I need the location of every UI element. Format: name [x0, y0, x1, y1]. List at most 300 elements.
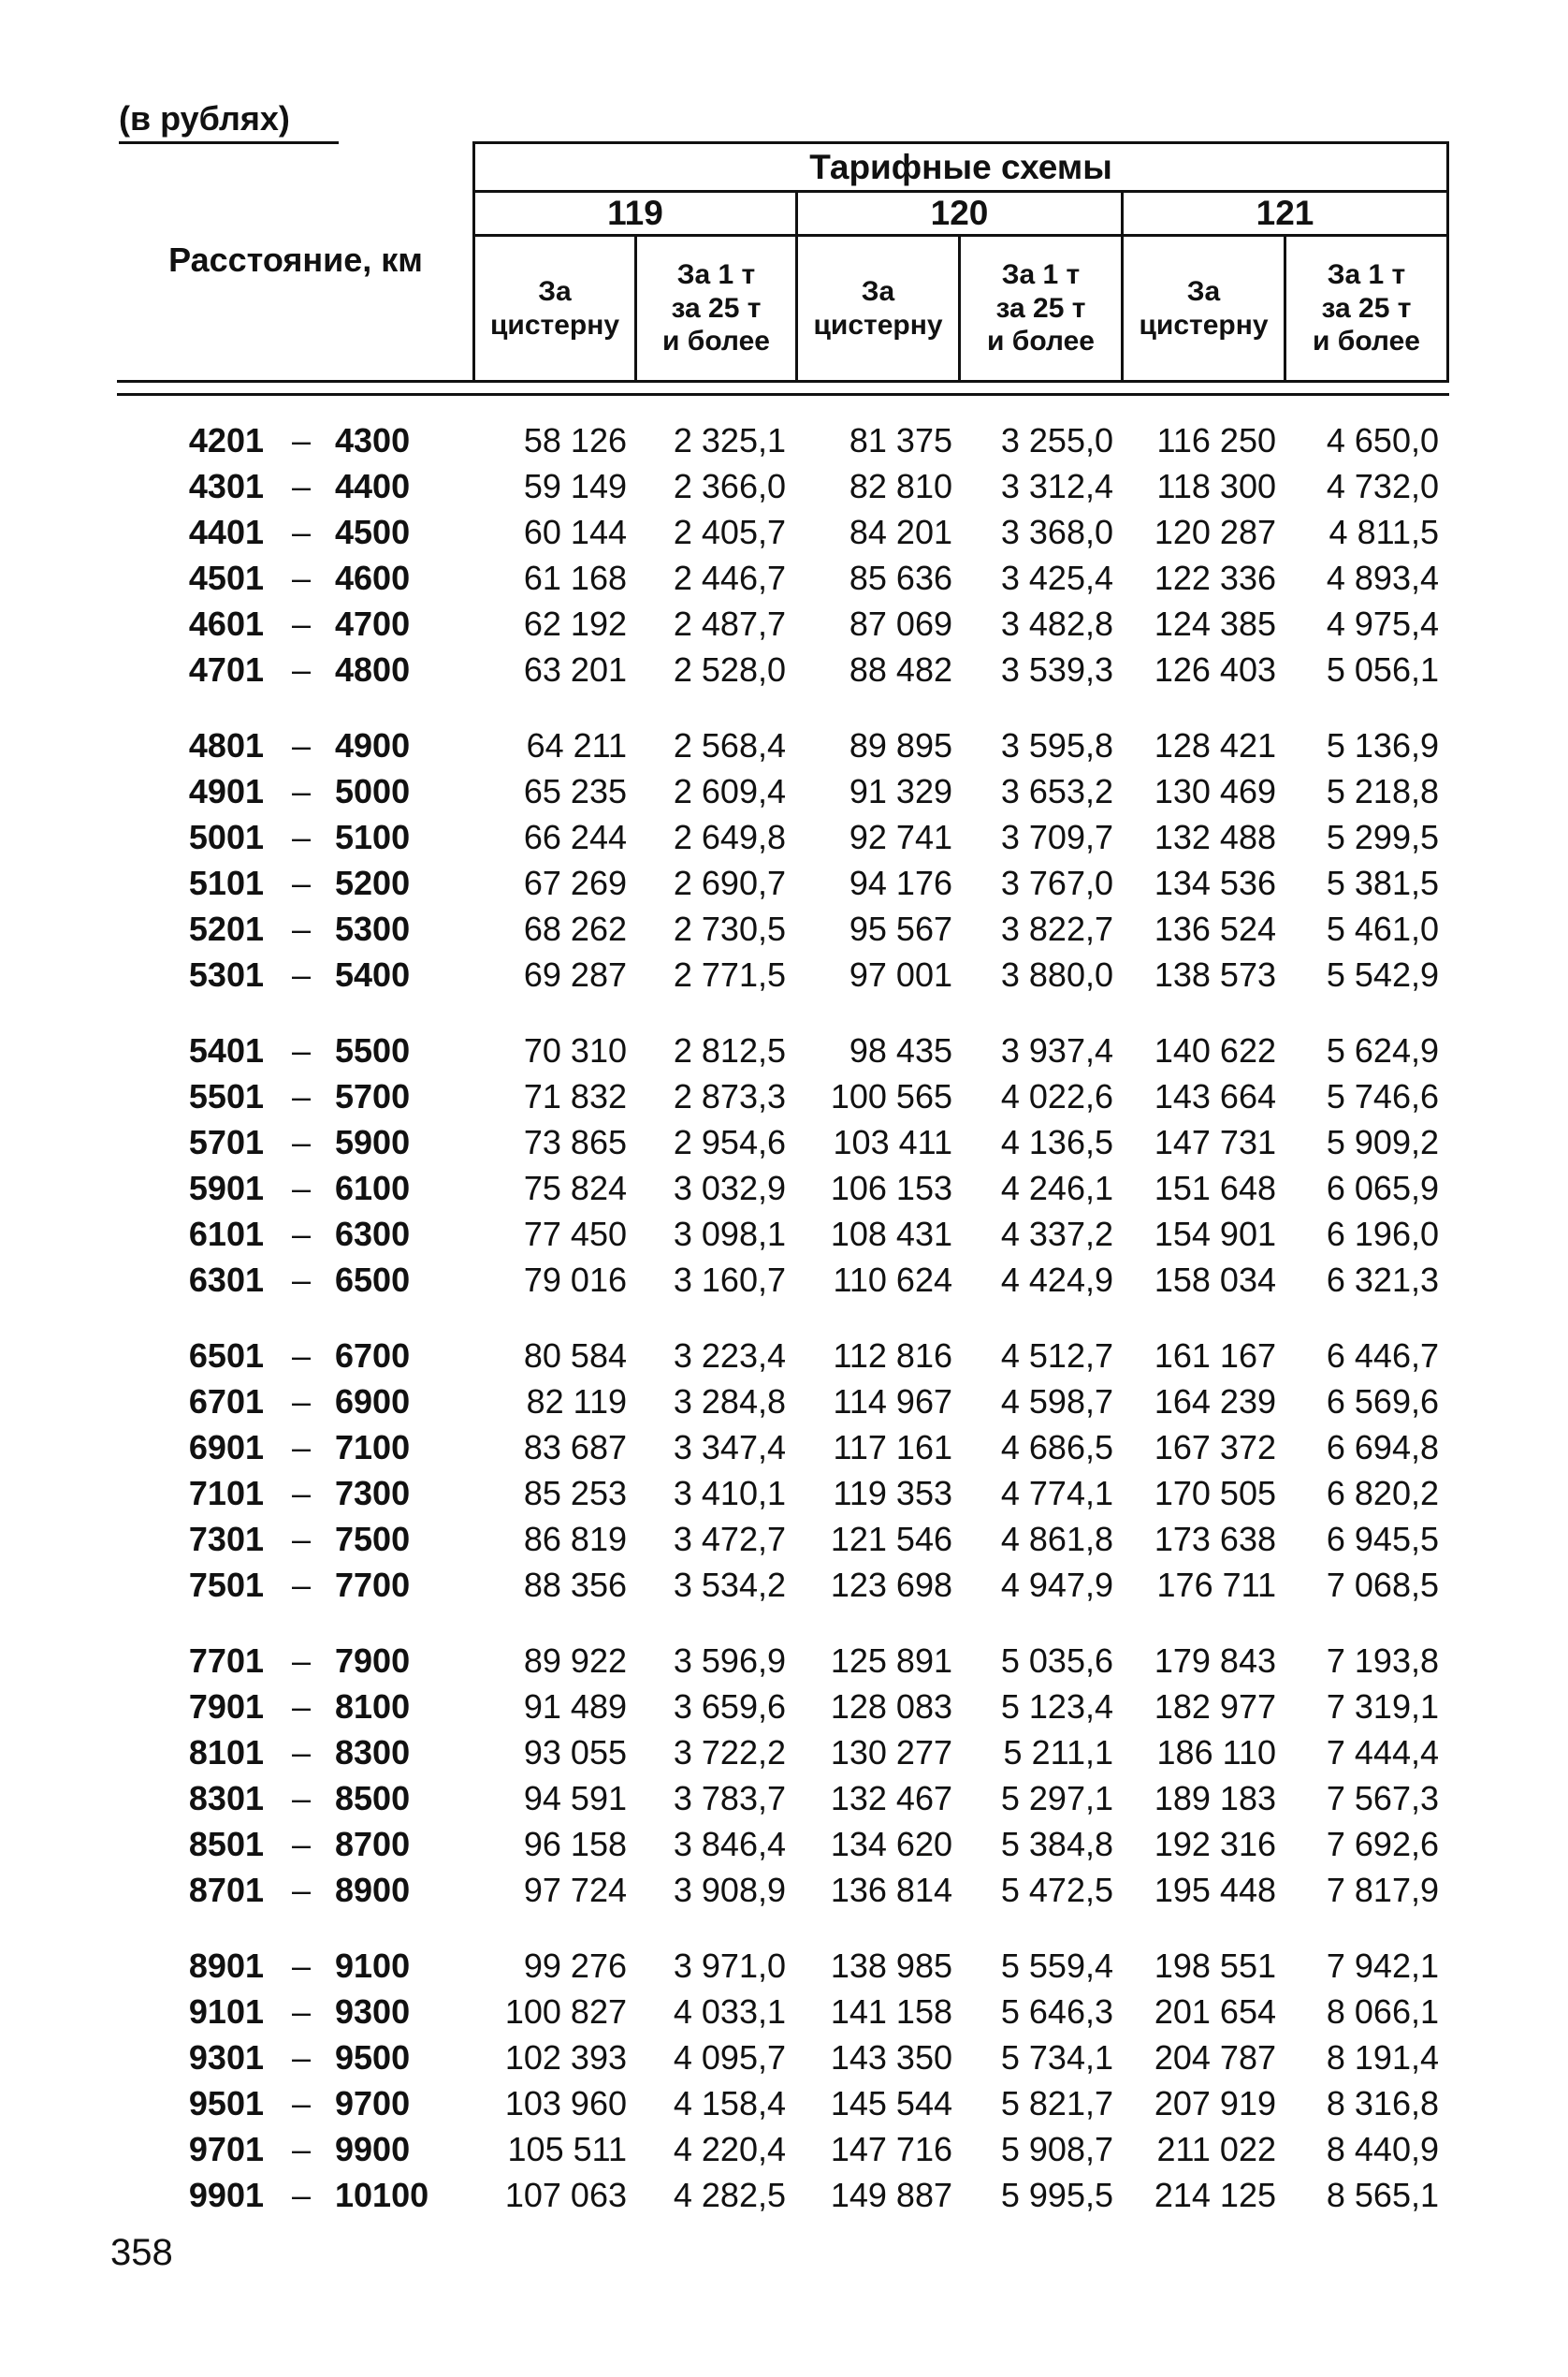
per-ton-line3: и более	[1313, 326, 1420, 357]
data-top-rule	[117, 393, 1449, 396]
distance-from: 5001	[188, 818, 264, 856]
scheme-120-per-ton: 4 774,1	[1000, 1474, 1113, 1512]
scheme-120-per-ton: 3 368,0	[1000, 513, 1113, 551]
scheme-119-per-ton: 2 812,5	[673, 1031, 786, 1070]
table-row	[0, 722, 1568, 768]
distance-from: 9501	[188, 2084, 264, 2122]
scheme-119-per-tank: 59 149	[523, 467, 627, 505]
scheme-121-per-ton: 8 440,9	[1326, 2130, 1439, 2168]
scheme-120-per-tank: 85 636	[849, 559, 952, 597]
distance-to: 5700	[335, 1077, 411, 1116]
scheme-120-per-tank: 100 565	[830, 1077, 952, 1116]
scheme-120-per-tank: 81 375	[849, 421, 952, 459]
scheme-119-per-ton: 2 771,5	[673, 955, 786, 994]
scheme-120-per-ton: 5 646,3	[1000, 1992, 1113, 2031]
scheme-120-per-ton: 5 995,5	[1000, 2176, 1113, 2214]
per-tank-line1: За	[538, 276, 572, 308]
scheme-121-per-tank: 120 287	[1154, 513, 1276, 551]
scheme-119-per-tank: 99 276	[523, 1947, 627, 1985]
per-tank-header	[475, 237, 634, 380]
scheme-120-per-ton: 4 246,1	[1000, 1169, 1113, 1207]
scheme-119-per-tank: 73 865	[523, 1123, 627, 1161]
tariff-schemes-title: Тарифные схемы	[809, 147, 1112, 186]
scheme-121-per-tank: 204 787	[1154, 2038, 1276, 2077]
scheme-121-per-tank: 134 536	[1154, 864, 1276, 902]
scheme-119-per-tank: 100 827	[504, 1992, 627, 2031]
scheme-120-per-ton: 3 255,0	[1000, 421, 1113, 459]
scheme-121-per-ton: 8 066,1	[1326, 1992, 1439, 2031]
distance-from: 4801	[188, 726, 264, 765]
distance-from: 8101	[188, 1733, 264, 1772]
distance-to: 4600	[335, 559, 411, 597]
scheme-121-per-ton: 6 694,8	[1326, 1428, 1439, 1466]
distance-dash: –	[291, 818, 312, 856]
distance-to: 7500	[335, 1520, 411, 1558]
scheme-119-per-ton: 2 690,7	[673, 864, 786, 902]
scheme-120-per-tank: 117 161	[833, 1428, 952, 1466]
distance-from: 5401	[188, 1031, 264, 1070]
distance-from: 9301	[188, 2038, 264, 2077]
distance-dash: –	[291, 1031, 312, 1070]
scheme-121-per-tank: 170 505	[1154, 1474, 1276, 1512]
row-group	[0, 1943, 1568, 2218]
distance-to: 8900	[335, 1871, 411, 1909]
distance-from: 4301	[188, 467, 264, 505]
scheme-119-per-tank: 103 960	[504, 2084, 627, 2122]
distance-from: 9901	[188, 2176, 264, 2214]
distance-to: 7900	[335, 1641, 411, 1680]
scheme-119-per-tank: 83 687	[523, 1428, 627, 1466]
scheme-119-per-ton: 2 873,3	[673, 1077, 786, 1116]
scheme-120-per-tank: 94 176	[849, 864, 952, 902]
table-row	[0, 647, 1568, 693]
scheme-121-per-ton: 4 811,5	[1328, 513, 1439, 551]
scheme-119-per-ton: 2 609,4	[673, 772, 786, 810]
distance-from: 4401	[188, 513, 264, 551]
distance-to: 7100	[335, 1428, 411, 1466]
scheme-120-per-ton: 3 937,4	[1000, 1031, 1113, 1070]
scheme-121-per-ton: 7 567,3	[1326, 1779, 1439, 1817]
scheme-119-per-tank: 96 158	[523, 1825, 627, 1863]
distance-dash: –	[291, 1825, 312, 1863]
scheme-121-per-tank: 130 469	[1154, 772, 1276, 810]
distance-dash: –	[291, 1382, 312, 1421]
distance-dash: –	[291, 605, 312, 643]
scheme-119-per-ton: 4 095,7	[673, 2038, 786, 2077]
scheme-119-per-ton: 3 534,2	[673, 1566, 786, 1604]
per-ton-line3: и более	[987, 326, 1095, 357]
scheme-119-per-ton: 3 596,9	[673, 1641, 786, 1680]
scheme-121-per-tank: 182 977	[1154, 1687, 1276, 1726]
scheme-121-per-ton: 7 692,6	[1326, 1825, 1439, 1863]
scheme-119-per-tank: 61 168	[523, 559, 627, 597]
table-row	[0, 1867, 1568, 1913]
scheme-121-per-ton: 5 218,8	[1326, 772, 1439, 810]
distance-dash: –	[291, 2176, 312, 2214]
scheme-119-per-ton: 3 846,4	[673, 1825, 786, 1863]
scheme-121-per-ton: 7 319,1	[1326, 1687, 1439, 1726]
table-body	[0, 417, 1568, 2248]
scheme-120-per-tank: 110 624	[833, 1261, 952, 1299]
scheme-119-per-ton: 3 971,0	[673, 1947, 786, 1985]
scheme-119-per-ton: 3 284,8	[673, 1382, 786, 1421]
scheme-119-per-tank: 79 016	[523, 1261, 627, 1299]
table-row	[0, 601, 1568, 647]
distance-to: 7700	[335, 1566, 411, 1604]
scheme-121-per-tank: 167 372	[1154, 1428, 1276, 1466]
distance-from: 7501	[188, 1566, 264, 1604]
per-tank-header	[1124, 237, 1284, 380]
scheme-119-per-ton: 2 446,7	[673, 559, 786, 597]
distance-column-header: Расстояние, км	[168, 241, 423, 280]
distance-dash: –	[291, 1261, 312, 1299]
scheme-121-per-ton: 5 909,2	[1326, 1123, 1439, 1161]
scheme-121-per-ton: 5 542,9	[1326, 955, 1439, 994]
scheme-121-per-ton: 7 193,8	[1326, 1641, 1439, 1680]
table-row	[0, 1989, 1568, 2034]
row-group	[0, 1638, 1568, 1913]
scheme-119-per-tank: 97 724	[523, 1871, 627, 1909]
distance-dash: –	[291, 1566, 312, 1604]
distance-from: 5901	[188, 1169, 264, 1207]
scheme-120-per-ton: 4 424,9	[1000, 1261, 1113, 1299]
scheme-119-per-tank: 89 922	[523, 1641, 627, 1680]
scheme-120-per-tank: 108 431	[830, 1215, 952, 1253]
scheme-119-per-tank: 75 824	[523, 1169, 627, 1207]
scheme-120-per-tank: 134 620	[830, 1825, 952, 1863]
distance-to: 5200	[335, 864, 411, 902]
scheme-119-per-tank: 69 287	[523, 955, 627, 994]
scheme-120-per-tank: 89 895	[849, 726, 952, 765]
per-tank-line2: цистерну	[489, 309, 620, 341]
scheme-119: 119	[607, 194, 663, 233]
scheme-120-per-tank: 128 083	[830, 1687, 952, 1726]
scheme-121-per-tank: 161 167	[1154, 1336, 1276, 1375]
table-row	[0, 417, 1568, 463]
scheme-120-per-tank: 132 467	[830, 1779, 952, 1817]
table-row	[0, 1684, 1568, 1729]
distance-dash: –	[291, 864, 312, 902]
scheme-121-per-tank: 122 336	[1154, 559, 1276, 597]
scheme-120-per-tank: 125 891	[830, 1641, 952, 1680]
scheme-119-per-ton: 2 649,8	[673, 818, 786, 856]
scheme-120-per-ton: 5 908,7	[1000, 2130, 1113, 2168]
scheme-121-per-tank: 140 622	[1154, 1031, 1276, 1070]
scheme-119-per-tank: 70 310	[523, 1031, 627, 1070]
scheme-119-per-tank: 71 832	[523, 1077, 627, 1116]
scheme-121-per-ton: 7 817,9	[1326, 1871, 1439, 1909]
scheme-121-per-tank: 164 239	[1154, 1382, 1276, 1421]
distance-from: 4601	[188, 605, 264, 643]
scheme-120-per-tank: 97 001	[849, 955, 952, 994]
scheme-121-per-ton: 5 299,5	[1326, 818, 1439, 856]
scheme-121-per-tank: 128 421	[1154, 726, 1276, 765]
scheme-121-per-tank: 147 731	[1154, 1123, 1276, 1161]
scheme-119-per-ton: 3 472,7	[673, 1520, 786, 1558]
table-row	[0, 1333, 1568, 1378]
scheme-119-per-ton: 2 528,0	[673, 650, 786, 689]
scheme-121-per-ton: 4 975,4	[1326, 605, 1439, 643]
scheme-120-per-ton: 3 539,3	[1000, 650, 1113, 689]
scheme-120-per-ton: 4 686,5	[1000, 1428, 1113, 1466]
scheme-121-per-tank: 214 125	[1154, 2176, 1276, 2214]
scheme-121-per-tank: 158 034	[1154, 1261, 1276, 1299]
distance-to: 7300	[335, 1474, 411, 1512]
distance-to: 4800	[335, 650, 411, 689]
scheme-121-per-tank: 192 316	[1154, 1825, 1276, 1863]
distance-dash: –	[291, 1123, 312, 1161]
distance-from: 8701	[188, 1871, 264, 1909]
scheme-121-per-tank: 198 551	[1154, 1947, 1276, 1985]
scheme-121-per-ton: 5 461,0	[1326, 910, 1439, 948]
scheme-119-per-ton: 3 160,7	[673, 1261, 786, 1299]
scheme-119-per-tank: 93 055	[523, 1733, 627, 1772]
distance-dash: –	[291, 1336, 312, 1375]
scheme-120-per-tank: 138 985	[830, 1947, 952, 1985]
scheme-121-per-tank: 132 488	[1154, 818, 1276, 856]
distance-from: 9701	[188, 2130, 264, 2168]
scheme-119-per-tank: 94 591	[523, 1779, 627, 1817]
scheme-121-per-tank: 186 110	[1156, 1733, 1276, 1772]
distance-from: 5201	[188, 910, 264, 948]
scheme-119-per-tank: 66 244	[523, 818, 627, 856]
per-tank-line2: цистерну	[1139, 309, 1269, 341]
scheme-119-per-ton: 2 405,7	[673, 513, 786, 551]
distance-to: 5900	[335, 1123, 411, 1161]
scheme-120-per-tank: 136 814	[830, 1871, 952, 1909]
scheme-119-per-tank: 68 262	[523, 910, 627, 948]
distance-dash: –	[291, 910, 312, 948]
scheme-120-per-tank: 92 741	[849, 818, 952, 856]
distance-dash: –	[291, 421, 312, 459]
distance-to: 6100	[335, 1169, 411, 1207]
per-tank-line1: За	[861, 276, 895, 308]
scheme-121-per-tank: 116 250	[1156, 421, 1276, 459]
table-row	[0, 768, 1568, 814]
scheme-119-per-tank: 105 511	[507, 2130, 627, 2168]
distance-from: 8901	[188, 1947, 264, 1985]
table-row	[0, 1775, 1568, 1821]
distance-to: 4900	[335, 726, 411, 765]
table-row	[0, 509, 1568, 555]
per-ton-header	[1286, 237, 1446, 380]
scheme-119-per-ton: 2 568,4	[673, 726, 786, 765]
scheme-121-per-tank: 136 524	[1154, 910, 1276, 948]
scheme-119-per-tank: 60 144	[523, 513, 627, 551]
page-number: 358	[110, 2232, 173, 2273]
scheme-121-per-tank: 201 654	[1154, 1992, 1276, 2031]
scheme-120-per-ton: 3 312,4	[1000, 467, 1113, 505]
scheme-119-per-ton: 4 033,1	[673, 1992, 786, 2031]
table-row	[0, 952, 1568, 998]
scheme-120-per-tank: 84 201	[849, 513, 952, 551]
distance-to: 9500	[335, 2038, 411, 2077]
scheme-121-per-tank: 173 638	[1154, 1520, 1276, 1558]
table-row	[0, 1562, 1568, 1608]
row-group	[0, 722, 1568, 998]
table-row	[0, 1470, 1568, 1516]
scheme-119-per-ton: 3 783,7	[673, 1779, 786, 1817]
distance-dash: –	[291, 955, 312, 994]
scheme-119-per-tank: 62 192	[523, 605, 627, 643]
distance-to: 8700	[335, 1825, 411, 1863]
scheme-119-per-tank: 82 119	[526, 1382, 627, 1421]
scheme-120-per-ton: 5 384,8	[1000, 1825, 1113, 1863]
distance-dash: –	[291, 1520, 312, 1558]
distance-from: 4501	[188, 559, 264, 597]
distance-from: 7301	[188, 1520, 264, 1558]
scheme-121-per-tank: 154 901	[1154, 1215, 1276, 1253]
per-ton-line3: и более	[662, 326, 770, 357]
scheme-119-per-ton: 3 347,4	[673, 1428, 786, 1466]
distance-dash: –	[291, 1733, 312, 1772]
scheme-119-per-ton: 3 410,1	[673, 1474, 786, 1512]
distance-from: 5701	[188, 1123, 264, 1161]
distance-from: 6301	[188, 1261, 264, 1299]
row-group	[0, 1333, 1568, 1608]
scheme-121-per-tank: 189 183	[1154, 1779, 1276, 1817]
scheme-120-per-ton: 4 136,5	[1000, 1123, 1113, 1161]
scheme-121-per-ton: 7 444,4	[1326, 1733, 1439, 1772]
distance-dash: –	[291, 1474, 312, 1512]
scheme-121-per-ton: 6 196,0	[1326, 1215, 1439, 1253]
scheme-121-per-tank: 179 843	[1154, 1641, 1276, 1680]
scheme-119-per-tank: 88 356	[523, 1566, 627, 1604]
scheme-121-per-ton: 6 065,9	[1326, 1169, 1439, 1207]
scheme-120-per-ton: 5 821,7	[1000, 2084, 1113, 2122]
table-row	[0, 1028, 1568, 1073]
distance-to: 9100	[335, 1947, 411, 1985]
scheme-121-per-tank: 126 403	[1154, 650, 1276, 689]
distance-from: 7901	[188, 1687, 264, 1726]
distance-dash: –	[291, 1169, 312, 1207]
distance-to: 5000	[335, 772, 411, 810]
scheme-120-per-ton: 5 123,4	[1000, 1687, 1113, 1726]
table-row	[0, 1943, 1568, 1989]
scheme-119-per-ton: 3 223,4	[673, 1336, 786, 1375]
scheme-120-per-tank: 82 810	[849, 467, 952, 505]
table-row	[0, 1638, 1568, 1684]
table-row	[0, 555, 1568, 601]
table-row	[0, 1165, 1568, 1211]
scheme-120: 120	[930, 194, 989, 233]
distance-dash: –	[291, 2038, 312, 2077]
scheme-121: 121	[1256, 194, 1314, 233]
scheme-120-per-ton: 5 559,4	[1000, 1947, 1113, 1985]
scheme-121-per-ton: 4 732,0	[1326, 467, 1439, 505]
scheme-119-per-ton: 4 282,5	[673, 2176, 786, 2214]
distance-dash: –	[291, 1215, 312, 1253]
scheme-119-per-ton: 2 325,1	[673, 421, 786, 459]
scheme-119-per-ton: 3 098,1	[673, 1215, 786, 1253]
distance-to: 8500	[335, 1779, 411, 1817]
distance-to: 4300	[335, 421, 411, 459]
distance-dash: –	[291, 1779, 312, 1817]
table-row	[0, 1119, 1568, 1165]
table-row	[0, 463, 1568, 509]
distance-dash: –	[291, 1077, 312, 1116]
distance-to: 8300	[335, 1733, 411, 1772]
scheme-119-per-ton: 3 659,6	[673, 1687, 786, 1726]
scheme-121-per-tank: 207 919	[1154, 2084, 1276, 2122]
scheme-119-per-ton: 2 487,7	[673, 605, 786, 643]
scheme-119-per-ton: 4 220,4	[673, 2130, 786, 2168]
per-ton-line1: За 1 т	[1327, 259, 1406, 291]
scheme-121-per-ton: 5 381,5	[1326, 864, 1439, 902]
scheme-121-per-ton: 4 893,4	[1326, 559, 1439, 597]
distance-from: 9101	[188, 1992, 264, 2031]
distance-from: 4901	[188, 772, 264, 810]
distance-to: 4500	[335, 513, 411, 551]
distance-from: 6501	[188, 1336, 264, 1375]
distance-to: 9900	[335, 2130, 411, 2168]
distance-from: 6701	[188, 1382, 264, 1421]
scheme-119-per-ton: 2 954,6	[673, 1123, 786, 1161]
scheme-121-per-tank: 176 711	[1156, 1566, 1276, 1604]
scheme-121-per-ton: 7 068,5	[1326, 1566, 1439, 1604]
distance-dash: –	[291, 467, 312, 505]
scheme-120-per-ton: 3 653,2	[1000, 772, 1113, 810]
table-row	[0, 2126, 1568, 2172]
table-row	[0, 1516, 1568, 1562]
scheme-120-per-ton: 3 482,8	[1000, 605, 1113, 643]
scheme-121-per-tank: 138 573	[1154, 955, 1276, 994]
scheme-120-per-tank: 114 967	[833, 1382, 952, 1421]
scheme-120-per-tank: 145 544	[830, 2084, 952, 2122]
scheme-119-per-ton: 3 722,2	[673, 1733, 786, 1772]
scheme-120-per-ton: 4 337,2	[1000, 1215, 1113, 1253]
table-row	[0, 906, 1568, 952]
header-right-border	[1446, 141, 1449, 383]
distance-from: 6101	[188, 1215, 264, 1253]
scheme-120-per-ton: 5 734,1	[1000, 2038, 1113, 2077]
table-row	[0, 1821, 1568, 1867]
scheme-121-per-ton: 6 321,3	[1326, 1261, 1439, 1299]
scheme-120-per-ton: 3 880,0	[1000, 955, 1113, 994]
scheme-121-per-tank: 151 648	[1154, 1169, 1276, 1207]
table-row	[0, 860, 1568, 906]
distance-to: 5500	[335, 1031, 411, 1070]
scheme-120-per-tank: 119 353	[833, 1474, 952, 1512]
scheme-120-per-ton: 4 512,7	[1000, 1336, 1113, 1375]
scheme-120-per-tank: 87 069	[849, 605, 952, 643]
scheme-120-per-ton: 5 472,5	[1000, 1871, 1113, 1909]
scheme-120-per-tank: 143 350	[830, 2038, 952, 2077]
scheme-120-per-ton: 3 822,7	[1000, 910, 1113, 948]
distance-from: 8301	[188, 1779, 264, 1817]
distance-dash: –	[291, 1641, 312, 1680]
scheme-121-per-ton: 8 565,1	[1326, 2176, 1439, 2214]
scheme-120-per-tank: 123 698	[830, 1566, 952, 1604]
distance-to: 6700	[335, 1336, 411, 1375]
scheme-119-per-tank: 77 450	[523, 1215, 627, 1253]
scheme-119-per-tank: 86 819	[523, 1520, 627, 1558]
scheme-121-per-ton: 6 569,6	[1326, 1382, 1439, 1421]
distance-to: 5400	[335, 955, 411, 994]
table-row	[0, 2172, 1568, 2218]
distance-dash: –	[291, 513, 312, 551]
scheme-119-per-tank: 67 269	[523, 864, 627, 902]
scheme-120-per-ton: 4 022,6	[1000, 1077, 1113, 1116]
table-row	[0, 1257, 1568, 1303]
distance-to: 6300	[335, 1215, 411, 1253]
per-ton-line1: За 1 т	[676, 259, 756, 291]
distance-dash: –	[291, 559, 312, 597]
distance-to: 9700	[335, 2084, 411, 2122]
scheme-120-per-ton: 3 595,8	[1000, 726, 1113, 765]
distance-from: 5501	[188, 1077, 264, 1116]
scheme-119-per-tank: 102 393	[504, 2038, 627, 2077]
